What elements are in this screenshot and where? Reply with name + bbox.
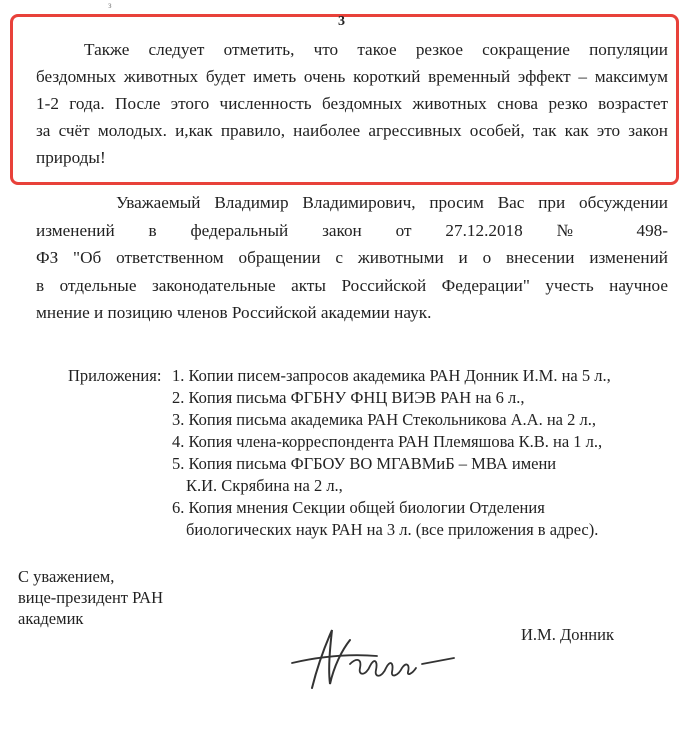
paragraph-2-line: изменений в федеральный закон от 27.12.2018 № 498- xyxy=(36,220,668,240)
paragraph-2-line: в отдельные законодательные акты Российской Федерации" учесть научное xyxy=(36,275,668,295)
paragraph-1 xyxy=(36,36,668,171)
paragraph-2-line: мнение и позицию членов Российской академии наук. xyxy=(36,303,432,323)
signer-name: И.М. Донник xyxy=(521,625,614,644)
paragraph-2-line: ФЗ "Об ответственном обращении с животными и о внесении изменений xyxy=(36,248,668,268)
paragraph-1-line: 1-2 года. После этого численность бездомных животных снова резко возрастет xyxy=(36,94,668,113)
paragraph-2 xyxy=(36,189,668,327)
attachment-item-text: 4. Копия члена-корреспондента РАН Племяшова К.В. на 1 л., xyxy=(172,432,603,451)
top-mark: з xyxy=(108,0,112,10)
attachment-item-text: 6. Копия мнения Секции общей биологии Отделения xyxy=(172,498,545,517)
closing-title: академик xyxy=(18,609,84,628)
attachment-item xyxy=(172,387,642,409)
attachment-item-continuation: биологических наук РАН на 3 л. (все приложения в адрес). xyxy=(186,520,599,539)
paragraph-1-line: за счёт молодых. и,как правило, наиболее агрессивных особей, так как это закон xyxy=(36,121,668,140)
paragraph-1-line: Также следует отметить, что такое резкое сокращение популяции xyxy=(84,40,668,59)
attachment-item xyxy=(172,431,642,453)
attachment-item-text: 2. Копия письма ФГБНУ ФНЦ ВИЭВ РАН на 6 л., xyxy=(172,388,525,407)
paragraph-2-line: Уважаемый Владимир Владимирович, просим Вас при обсуждении xyxy=(116,193,668,212)
handwritten-signature xyxy=(272,618,472,698)
closing-position: вице-президент РАН xyxy=(18,588,164,607)
closing-block xyxy=(18,566,163,629)
paragraph-1-line: природы! xyxy=(36,148,106,167)
attachment-item xyxy=(172,365,642,387)
attachment-item-text: 3. Копия письма академика РАН Стекольникова А.А. на 2 л., xyxy=(172,410,596,429)
attachment-item xyxy=(172,497,642,541)
attachments-label: Приложения: xyxy=(68,366,162,385)
attachment-item-text: 1. Копии писем-запросов академика РАН Донник И.М. на 5 л., xyxy=(172,366,611,385)
attachment-item xyxy=(172,453,642,497)
closing-greeting: С уважением, xyxy=(18,567,115,586)
attachment-item xyxy=(172,409,642,431)
paragraph-1-line: бездомных животных будет иметь очень короткий временный эффект – максимум xyxy=(36,67,668,86)
attachments-list xyxy=(172,365,642,541)
attachment-item-text: 5. Копия письма ФГБОУ ВО МГАВМиБ – МВА имени xyxy=(172,454,557,473)
attachment-item-continuation: К.И. Скрябина на 2 л., xyxy=(186,476,343,495)
page-number: 3 xyxy=(338,14,345,29)
